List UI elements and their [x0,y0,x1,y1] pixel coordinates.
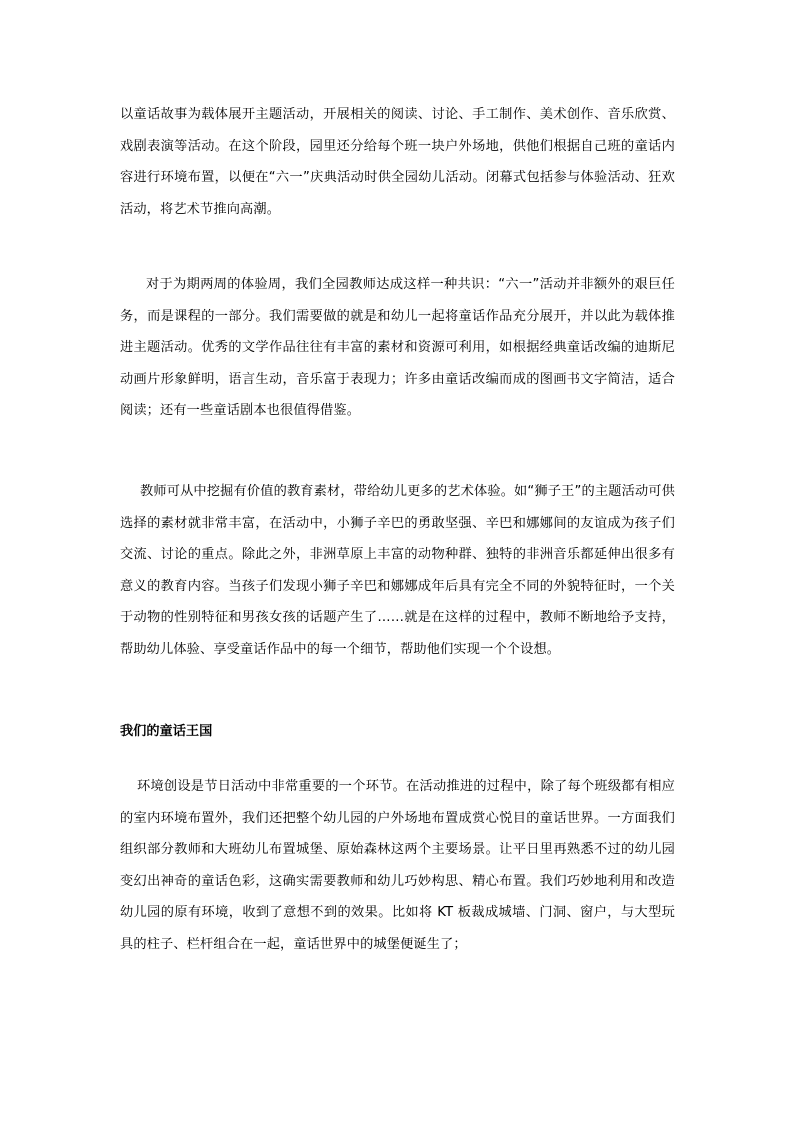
body-paragraph: 以童话故事为载体展开主题活动，开展相关的阅读、讨论、手工制作、美术创作、音乐欣赏、戏剧表演等活动。在这个阶段，园里还分给每个班一块户外场地，供他们根据自己班的童话内容进行环境布置，以便在“六一”庆典活动时供全园幼儿活动。闭幕式包括参与体验活动、狂欢活动，将艺术节推向高潮。 [120,107,675,217]
body-paragraph: 对于为期两周的体验周，我们全园教师达成这样一种共识：“六一”活动并非额外的艰巨任务，而是课程的一部分。我们需要做的就是和幼儿一起将童话作品充分展开，并以此为载体推进主题活动。优秀的文学作品往往有丰富的素材和资源可利用，如根据经典童话改编的迪斯尼动画片形象鲜明，语言生动，音乐富于表现力；许多由童话改编而成的图画书文字简洁，适合阅读；还有一些童话剧本也很值得借鉴。 [120,277,675,419]
body-paragraph: 环境创设是节日活动中非常重要的一个环节。在活动推进的过程中，除了每个班级都有相应的室内环境布置外，我们还把整个幼儿园的户外场地布置成赏心悦目的童话世界。一方面我们组织部分教师和大班幼儿布置城堡、原始森林这两个主要场景。让平日里再熟悉不过的幼儿园变幻出神奇的童话色彩，这确实需要教师和幼儿巧妙构思、精心布置。我们巧妙地利用和改造幼儿园的原有环境，收到了意想不到的效果。比如将 KT 板裁成城墙、门洞、窗户，与大型玩具的柱子、栏杆组合在一起，童话世界中的城堡便诞生了； [120,779,675,952]
body-paragraph: 教师可从中挖掘有价值的教育素材，带给幼儿更多的艺术体验。如“狮子王”的主题活动可供选择的素材就非常丰富，在活动中，小狮子辛巴的勇敢坚强、辛巴和娜娜间的友谊成为孩子们交流、讨论的重点。除此之外，非洲草原上丰富的动物种群、独特的非洲音乐都延伸出很多有意义的教育内容。当孩子们发现小狮子辛巴和娜娜成年后具有完全不同的外貌特征时，一个关于动物的性别特征和男孩女孩的话题产生了……就是在这样的过程中，教师不断地给予支持，帮助幼儿体验、享受童话作品中的每一个细节，帮助他们实现一个个设想。 [120,484,675,657]
section-heading: 我们的童话王国 [120,724,213,739]
